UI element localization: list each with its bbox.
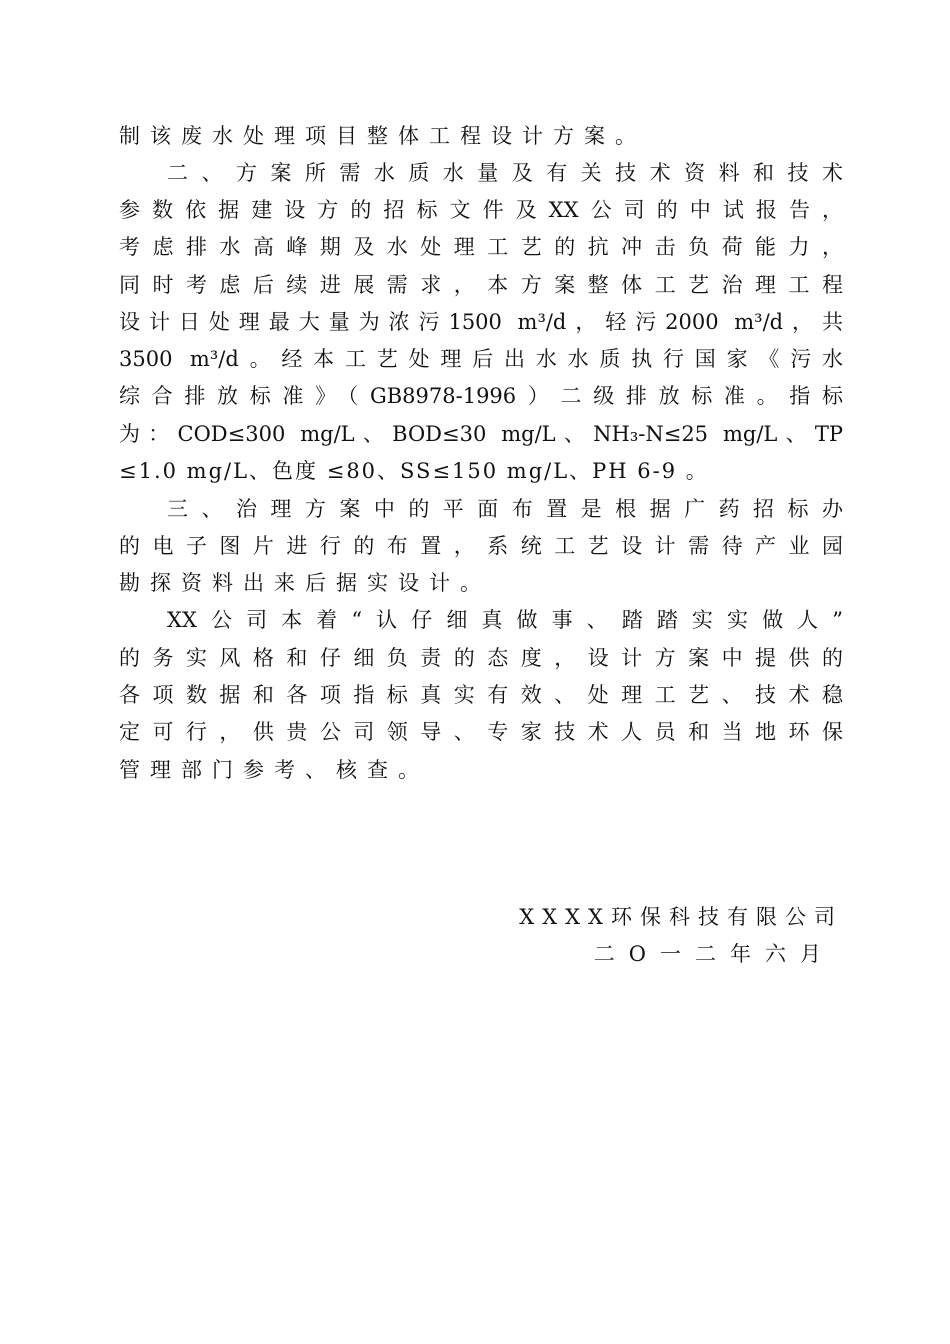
text-line-1: 制该废水处理项目整体工程设计方案。: [119, 124, 646, 148]
text-line-15: 的务实风格和仔细负责的态度，设计方案中提供的: [119, 646, 843, 670]
text-line-17: 定可行，供贵公司领导、专家技术人员和当地环保: [119, 720, 843, 744]
text-line-4: 考虑排水高峰期及水处理工艺的抗冲击负荷能力，: [119, 235, 843, 259]
text-line-5: 同时考虑后续进展需求，本方案整体工艺治理工程: [119, 273, 843, 297]
text-line-3: 参数依据建设方的招标文件及XX公司的中试报告，: [119, 198, 843, 222]
text-line-16: 各项数据和各项指标真实有效、处理工艺、技术稳: [119, 683, 843, 707]
text-line-10: ≤1.0 mg/L、色度 ≤80、SS≤150 mg/L、PH 6-9 。: [119, 459, 709, 483]
text-line-8: 综合排放标准》（GB8978-1996）二级排放标准。指标: [119, 384, 843, 408]
text-line-12: 的电子图片进行的布置，系统工艺设计需待产业园: [119, 534, 843, 558]
text-line-18: 管理部门参考、核查。: [119, 758, 429, 782]
signature-date: 二O一二年六月: [593, 942, 835, 966]
text-line-11: 三、治理方案中的平面布置是根据广药招标办: [167, 497, 843, 521]
text-line-9: 为：COD≤300 mg/L、BOD≤30 mg/L、NH₃-N≤25 mg/L、TP: [119, 422, 843, 446]
text-line-2: 二、方案所需水质水量及有关技术资料和技术: [167, 161, 843, 185]
text-line-14: XX公司本着“认仔细真做事、踏踏实实做人”: [167, 608, 843, 632]
text-line-6: 设计日处理最大量为浓污1500 m³/d，轻污2000 m³/d，共: [119, 310, 843, 334]
text-line-13: 勘探资料出来后据实设计。: [119, 571, 491, 595]
text-line-7: 3500 m³/d。经本工艺处理后出水水质执行国家《污水: [119, 347, 843, 371]
signature-company: XXXX环保科技有限公司: [519, 905, 843, 929]
